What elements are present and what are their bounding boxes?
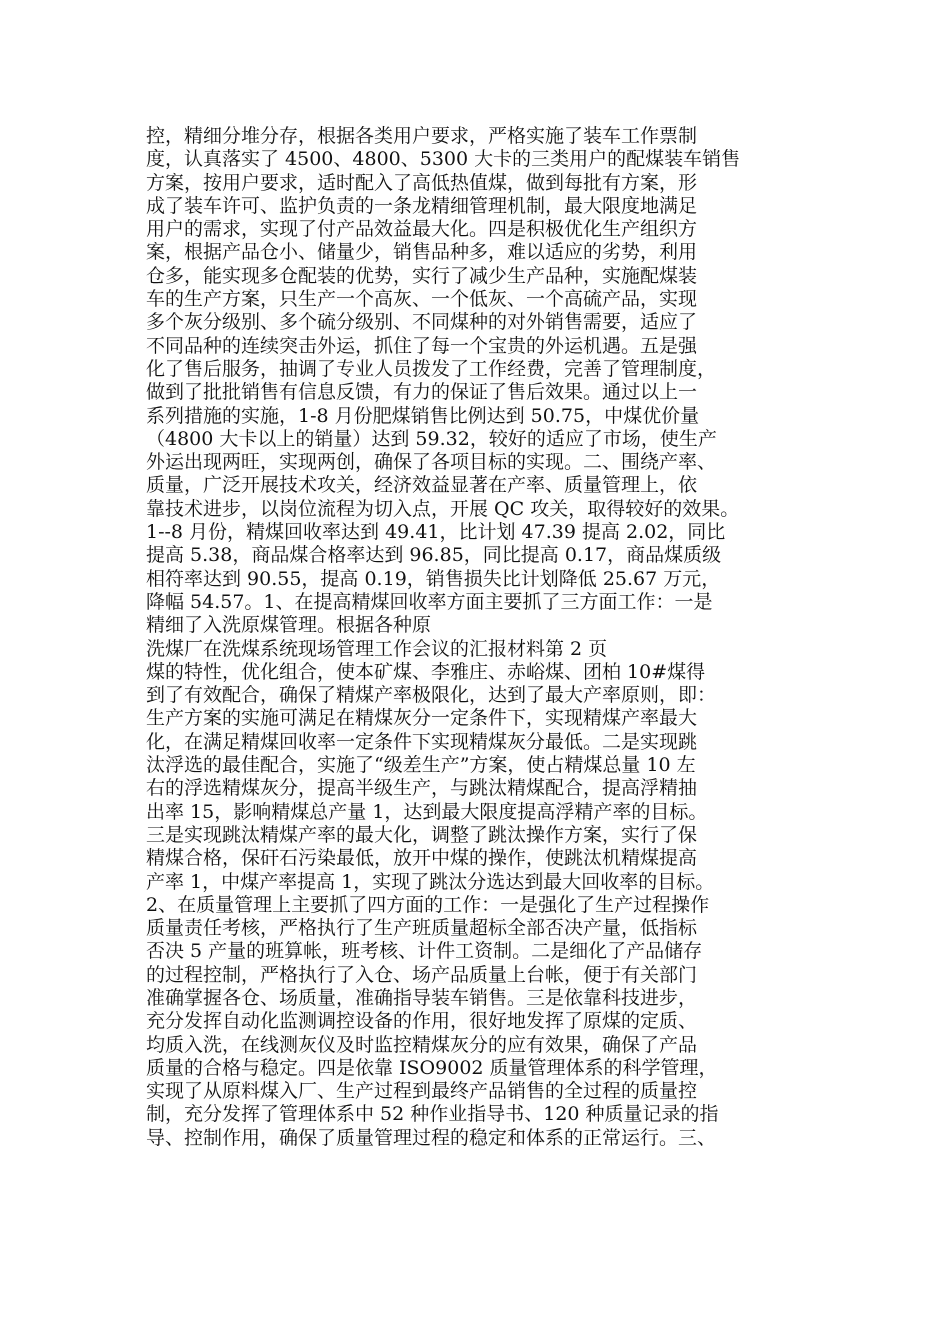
page-footer-title: 洗煤厂在洗煤系统现场管理工作会议的汇报材料第 2 页 <box>146 637 608 660</box>
text-line: 汰浮选的最佳配合，实施了“级差生产”方案，使占精煤总量 10 左 <box>146 754 696 777</box>
text-line: 的过程控制，严格执行了入仓、场产品质量上台帐，便于有关部门 <box>146 963 698 986</box>
text-line: 靠技术进步，以岗位流程为切入点，开展 QC 攻关，取得较好的效果。 <box>146 497 740 520</box>
text-line: 控，精细分堆分存，根据各类用户要求，严格实施了装车工作票制 <box>146 125 698 147</box>
text-line: 做到了批批销售有信息反馈，有力的保证了售后效果。通过以上一 <box>146 381 698 404</box>
text-line: 不同品种的连续突击外运，抓住了每一个宝贵的外运机遇。五是强 <box>146 334 698 357</box>
text-line: 系列措施的实施，1-8 月份肥煤销售比例达到 50.75，中煤优价量 <box>146 404 700 427</box>
text-line: 充分发挥自动化监测调控设备的作用，很好地发挥了原煤的定质、 <box>146 1010 698 1033</box>
text-line: 否决 5 产量的班算帐，班考核、计件工资制。二是细化了产品储存 <box>146 940 703 963</box>
text-line: 生产方案的实施可满足在精煤灰分一定条件下，实现精煤产率最大 <box>146 707 698 730</box>
text-line: 化，在满足精煤回收率一定条件下实现精煤灰分最低。二是实现跳 <box>146 730 698 753</box>
text-line: 外运出现两旺，实现两创，确保了各项目标的实现。二、围绕产率、 <box>146 451 717 474</box>
text-line: 实现了从原料煤入厂、生产过程到最终产品销售的全过程的质量控 <box>146 1080 698 1103</box>
text-line: 1--8 月份，精煤回收率达到 49.41，比计划 47.39 提高 2.02，同比 <box>146 521 726 544</box>
text-line: 相符率达到 90.55，提高 0.19，销售损失比计划降低 25.67 万元， <box>146 567 721 590</box>
body-text <box>146 125 826 1150</box>
text-line: 案，根据产品仓小、储量少，销售品种多，难以适应的劣势，利用 <box>146 241 698 264</box>
text-line: 右的浮选精煤灰分，提高半级生产，与跳汰精煤配合，提高浮精抽 <box>146 777 698 800</box>
text-line: 精煤合格，保矸石污染最低，放开中煤的操作，使跳汰机精煤提高 <box>146 847 698 870</box>
text-line: 车的生产方案，只生产一个高灰、一个低灰、一个高硫产品，实现 <box>146 288 698 311</box>
text-line: 降幅 54.57。1、在提高精煤回收率方面主要抓了三方面工作：一是 <box>146 590 713 613</box>
text-line: 方案，按用户要求，适时配入了高低热值煤，做到每批有方案，形 <box>146 171 698 194</box>
text-line: 准确掌握各仓、场质量，准确指导装车销售。三是依靠科技进步， <box>146 986 698 1009</box>
text-line: 导、控制作用，确保了质量管理过程的稳定和体系的正常运行。三、 <box>146 1126 717 1149</box>
text-line: 2、在质量管理上主要抓了四方面的工作：一是强化了生产过程操作 <box>146 893 710 916</box>
text-line: 三是实现跳汰精煤产率的最大化，调整了跳汰操作方案，实行了保 <box>146 823 698 846</box>
text-line: （4800 大卡以上的销量）达到 59.32，较好的适应了市场，使生产 <box>146 427 717 450</box>
text-line: 均质入洗，在线测灰仪及时监控精煤灰分的应有效果，确保了产品 <box>146 1033 698 1056</box>
text-line: 化了售后服务，抽调了专业人员拨发了工作经费，完善了管理制度， <box>146 357 717 380</box>
text-line: 仓多，能实现多仓配装的优势，实行了减少生产品种，实施配煤装 <box>146 264 698 287</box>
text-line: 多个灰分级别、多个硫分级别、不同煤种的对外销售需要，适应了 <box>146 311 698 334</box>
text-line: 度，认真落实了 4500、4800、5300 大卡的三类用户的配煤装车销售 <box>146 148 741 171</box>
text-line: 产率 1，中煤产率提高 1，实现了跳汰分选达到最大回收率的目标。 <box>146 870 715 893</box>
text-line: 用户的需求，实现了付产品效益最大化。四是积极优化生产组织方 <box>146 218 698 241</box>
text-line: 出率 15，影响精煤总产量 1，达到最大限度提高浮精产率的目标。 <box>146 800 708 823</box>
text-line: 到了有效配合，确保了精煤产率极限化，达到了最大产率原则，即： <box>146 684 717 707</box>
text-line: 精细了入洗原煤管理。根据各种原 <box>146 614 432 637</box>
text-line: 质量责任考核，严格执行了生产班质量超标全部否决产量，低指标 <box>146 917 698 940</box>
text-line: 成了装车许可、监护负责的一条龙精细管理机制，最大限度地满足 <box>146 194 698 217</box>
text-line: 质量的合格与稳定。四是依靠 ISO9002 质量管理体系的科学管理， <box>146 1056 718 1079</box>
text-line: 制，充分发挥了管理体系中 52 种作业指导书、120 种质量记录的指 <box>146 1103 719 1126</box>
text-line: 质量，广泛开展技术攻关，经济效益显著在产率、质量管理上，依 <box>146 474 698 497</box>
text-line: 煤的特性，优化组合，使本矿煤、李雅庄、赤峪煤、团柏 10#煤得 <box>146 660 706 683</box>
text-line: 提高 5.38，商品煤合格率达到 96.85，同比提高 0.17，商品煤质级 <box>146 544 722 567</box>
